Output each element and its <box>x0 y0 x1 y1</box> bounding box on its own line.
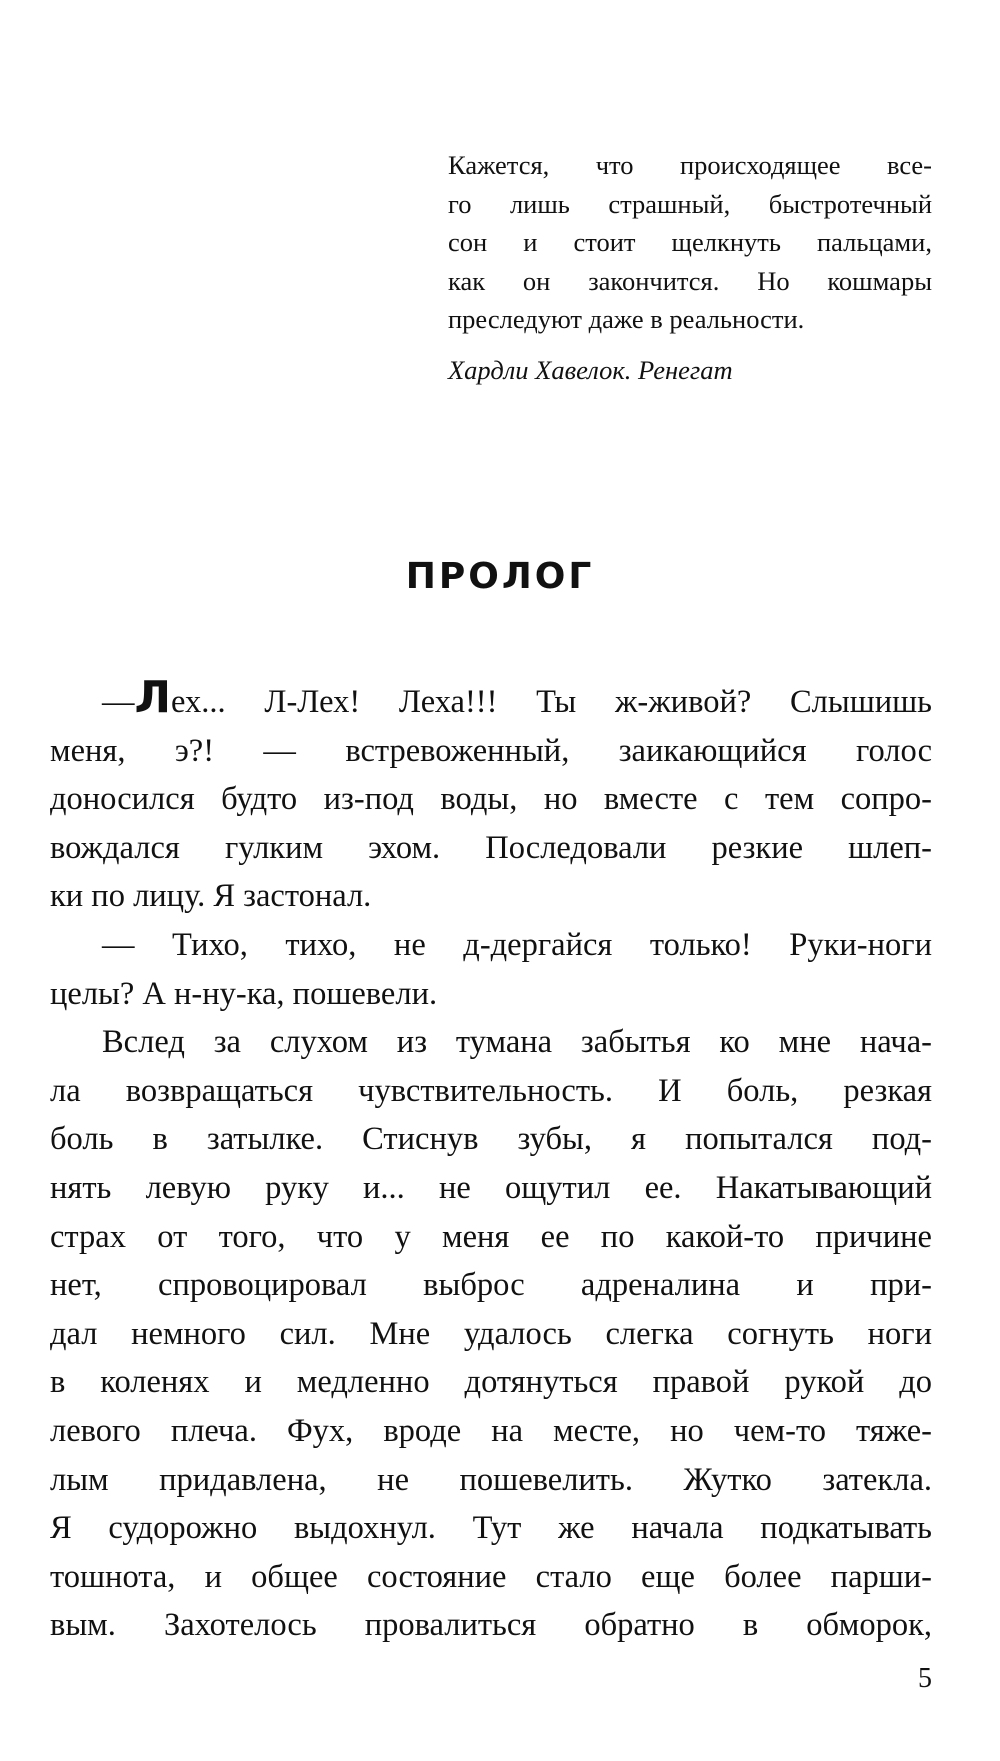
body-line: ки по лицу. Я застонал. <box>50 878 372 915</box>
body-line: боль в затылке. Стиснув зубы, я попытался под- <box>50 1121 932 1158</box>
body-line: меня, э?! — встревоженный, заикающийся голос <box>50 732 932 769</box>
body-line: дал немного сил. Мне удалось слегка согнуть ноги <box>50 1315 932 1352</box>
epigraph-line: как он закончится. Но кошмары <box>448 265 932 296</box>
chapter-title: ПРОЛОГ <box>405 556 595 597</box>
epigraph-line: сон и стоит щелкнуть пальцами, <box>448 227 932 257</box>
body-line: вождался гулким эхом. Последовали резкие шлеп- <box>50 829 932 866</box>
body-line <box>50 672 932 727</box>
body-line: ла возвращаться чувствительность. И боль, резкая <box>50 1072 932 1109</box>
body-line-text: ех... Л-Лех! Леха!!! Ты ж-живой? Слышишь <box>171 684 932 720</box>
chapter-body <box>50 672 932 1650</box>
body-line: левого плеча. Фух, вроде на месте, но чем-то тяже- <box>50 1412 932 1449</box>
epigraph-line: Кажется, что происходящее все- <box>448 150 932 180</box>
body-line: целы? А н-ну-ка, пошевели. <box>50 975 438 1012</box>
page-number: 5 <box>918 1663 932 1694</box>
body-line: доносился будто из-под воды, но вместе с тем сопро- <box>50 781 932 818</box>
body-line: Я судорожно выдохнул. Тут же начала подкатывать <box>50 1510 932 1547</box>
epigraph-line: го лишь страшный, быстротечный <box>448 188 932 219</box>
body-line: нет, спровоцировал выброс адреналина и при- <box>50 1267 932 1304</box>
body-line: вым. Захотелось провалиться обратно в обморок, <box>50 1607 932 1644</box>
epigraph <box>448 146 932 389</box>
body-line: нять левую руку и... не ощутил ее. Накатывающий <box>50 1169 932 1206</box>
drop-cap: Л <box>134 672 172 723</box>
epigraph-author: Хардли Хавелок. Ренегат <box>448 354 733 385</box>
body-line: лым придавлена, не пошевелить. Жутко затекла. <box>50 1461 932 1498</box>
body-line: страх от того, что у меня ее по какой-то причине <box>50 1218 932 1255</box>
epigraph-line: преследуют даже в реальности. <box>448 304 805 334</box>
opening-dash: — <box>102 684 135 720</box>
body-line: — Тихо, тихо, не д-дергайся только! Руки-ноги <box>102 926 932 963</box>
body-line: тошнота, и общее состояние стало еще более парши- <box>50 1558 932 1595</box>
body-line: Вслед за слухом из тумана забытья ко мне нача- <box>102 1024 932 1061</box>
body-line: в коленях и медленно дотянуться правой рукой до <box>50 1364 932 1401</box>
